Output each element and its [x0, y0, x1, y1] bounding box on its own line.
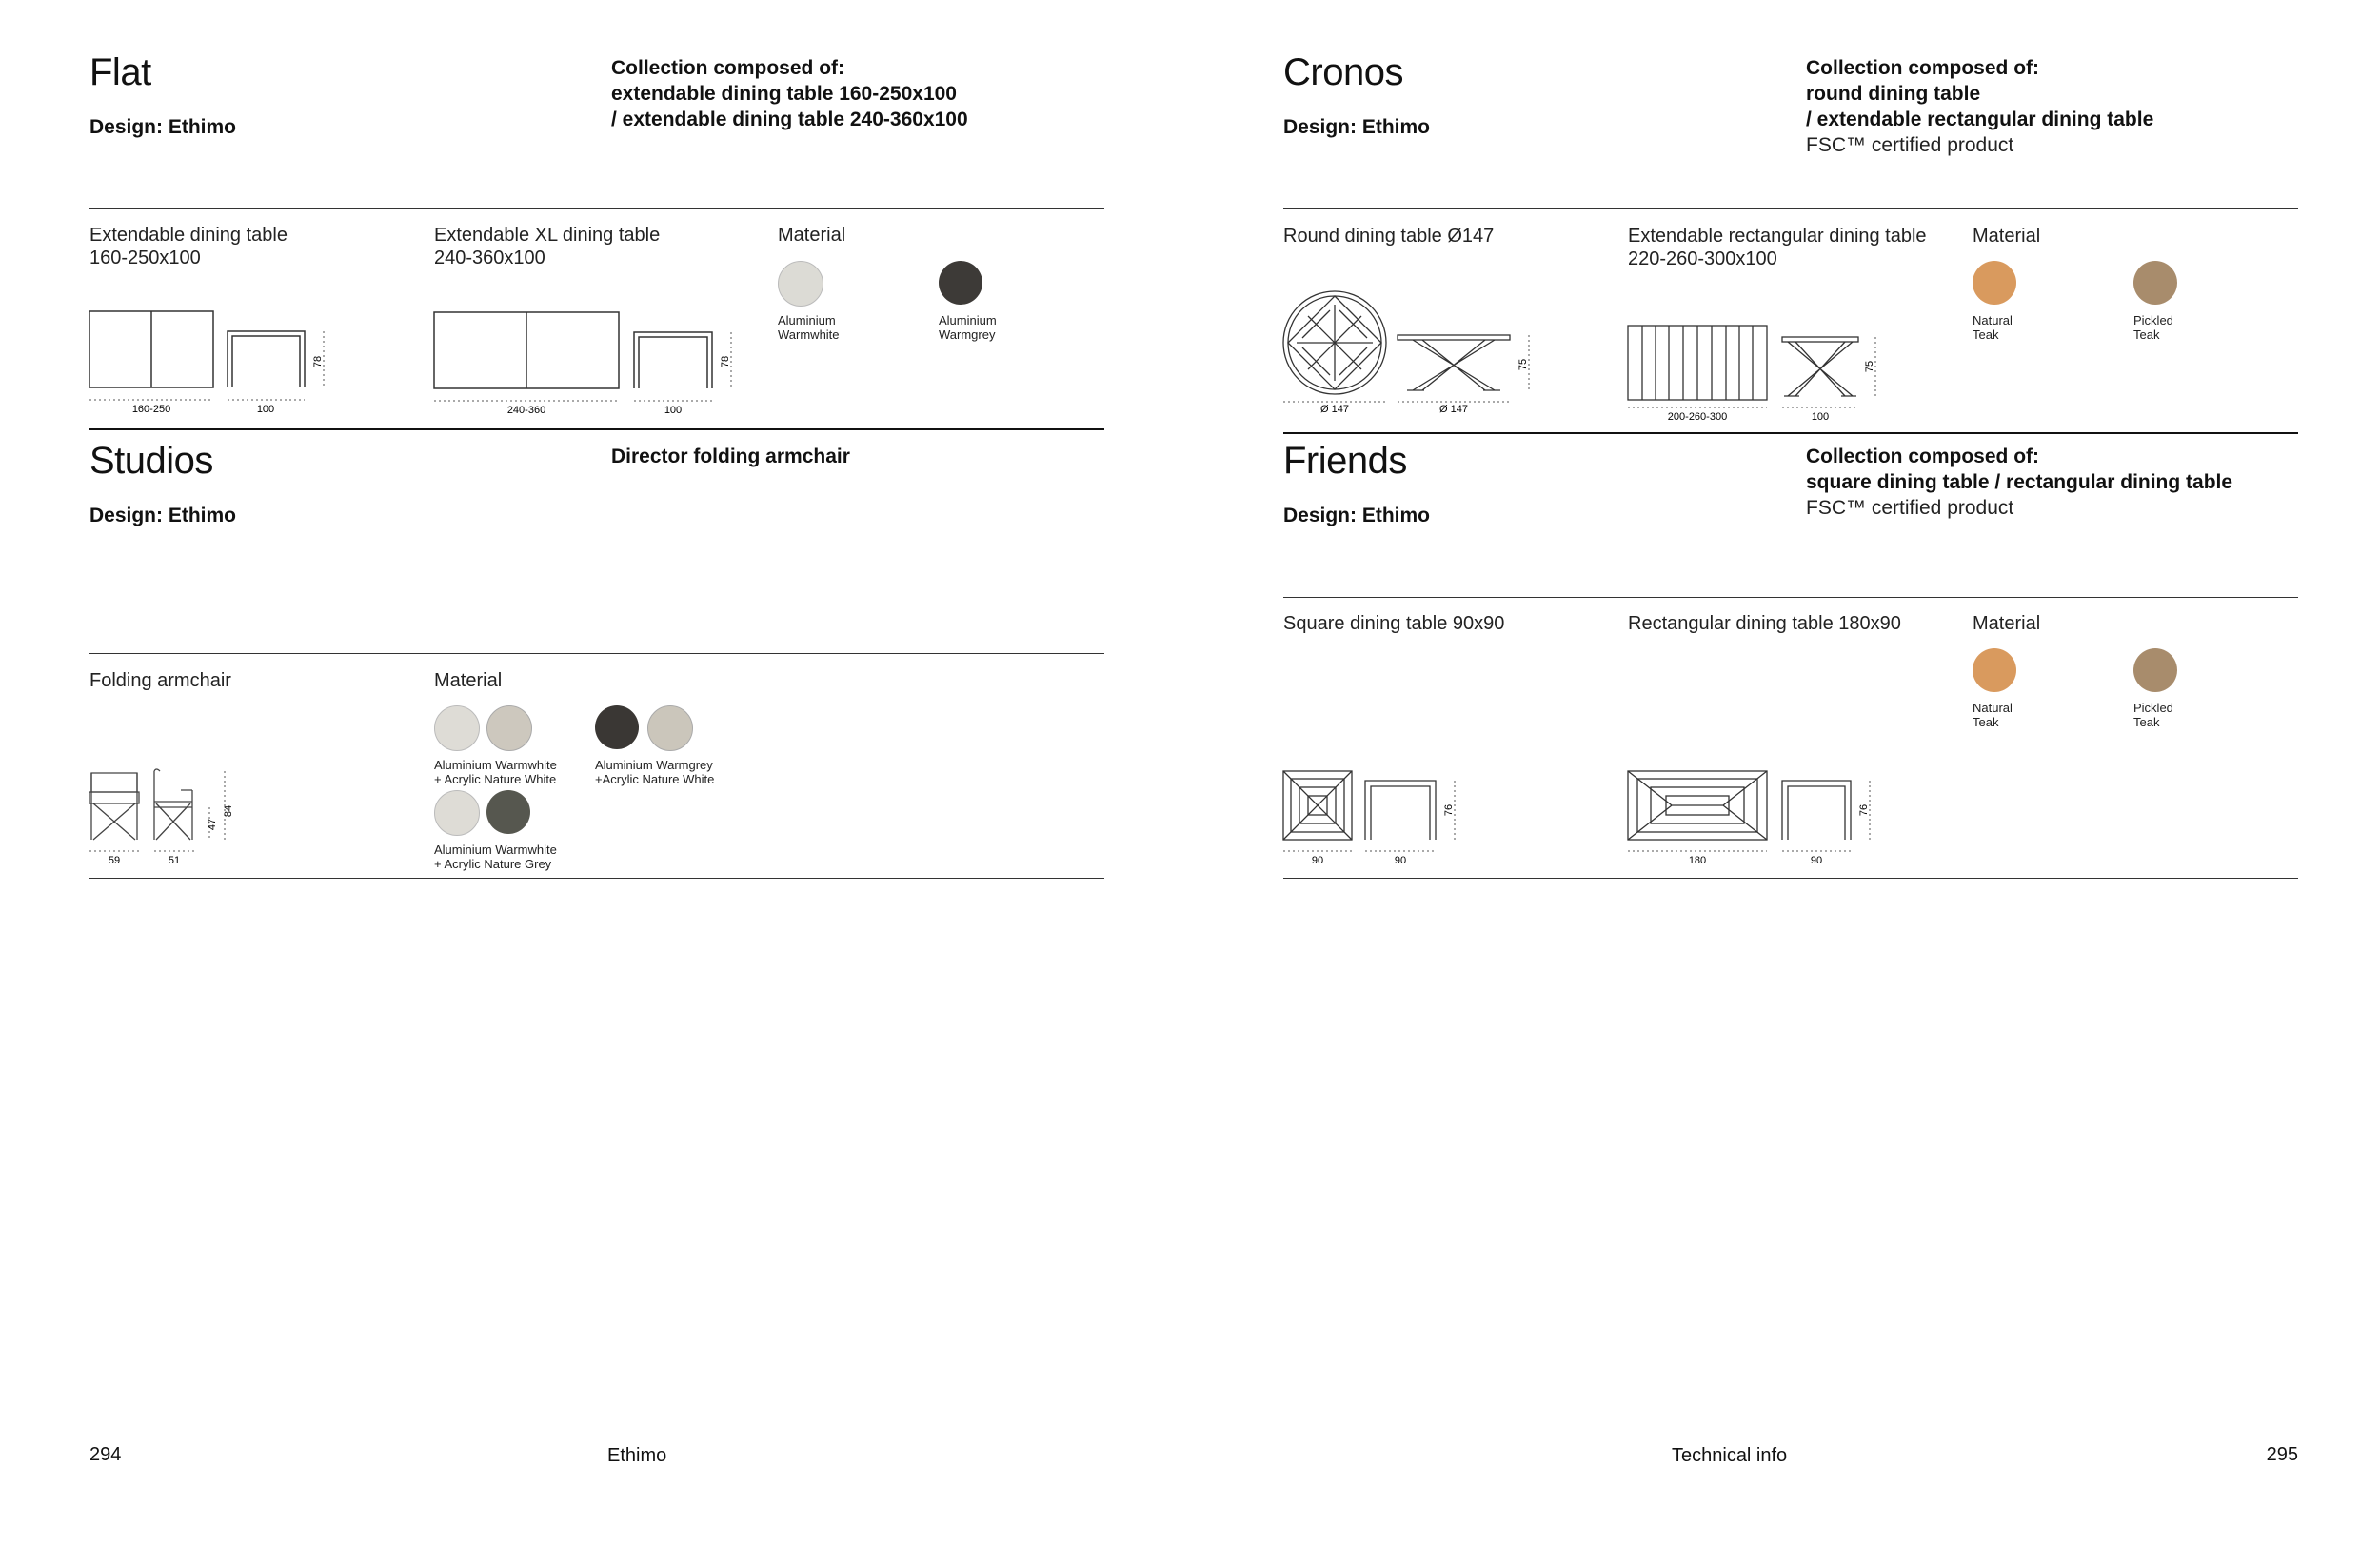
studios-swatch-label: Aluminium Warmgrey +Acrylic Nature White — [595, 758, 715, 786]
flat-product-2 — [434, 224, 660, 269]
footer-brand: Ethimo — [607, 1445, 667, 1466]
friends-product-1: Square dining table 90x90 — [1283, 613, 1505, 634]
friends-swatch-label: Natural Teak — [1973, 701, 2013, 729]
dim-height: 75 — [1864, 360, 1875, 373]
flat-swatch-label: Aluminium Warmwhite — [778, 313, 840, 342]
divider — [1283, 597, 2298, 598]
studios-swatch-fabric — [486, 705, 532, 751]
product-name: Extendable dining table — [89, 225, 288, 246]
cronos-material-label: Material — [1973, 226, 2041, 247]
section-divider — [1283, 432, 2298, 434]
cronos-title: Cronos — [1283, 51, 1403, 93]
collection-heading: Collection composed of: — [1806, 446, 2040, 467]
friends-material-label: Material — [1973, 613, 2041, 634]
studios-swatch-frame — [595, 705, 639, 749]
divider — [1283, 208, 2298, 209]
cronos-product-1 — [1283, 225, 1494, 248]
dim-depth: 51 — [168, 855, 181, 866]
studios-swatch-label: Aluminium Warmwhite + Acrylic Nature White — [434, 758, 557, 786]
divider — [89, 208, 1104, 209]
dim-diameter: Ø 147 — [1320, 404, 1349, 415]
divider — [89, 878, 1104, 879]
cronos-rect-table-drawing — [1624, 314, 1881, 424]
dim-height: 75 — [1517, 358, 1529, 371]
collection-item: / extendable rectangular dining table — [1806, 109, 2154, 130]
studios-chair-drawing — [86, 762, 248, 866]
flat-swatch-warmwhite — [778, 261, 823, 307]
collection-heading: Collection composed of: — [1806, 57, 2040, 79]
fsc-note: FSC™ certified product — [1806, 497, 2014, 519]
friends-swatch-pickled-teak — [2133, 648, 2177, 692]
footer-section: Technical info — [1672, 1445, 1788, 1466]
dim-width: 90 — [1810, 855, 1823, 866]
flat-title: Flat — [89, 51, 151, 93]
cronos-product-2 — [1628, 225, 1927, 270]
dim-height: 78 — [312, 355, 324, 368]
fsc-note: FSC™ certified product — [1806, 134, 2014, 156]
dim-length: 160-250 — [131, 404, 171, 415]
divider — [89, 653, 1104, 654]
product-size: 220-260-300x100 — [1628, 248, 1777, 269]
studios-product-name: Folding armchair — [89, 670, 231, 691]
flat-swatch-label: Aluminium Warmgrey — [939, 313, 997, 342]
dim-seat-height: 47 — [207, 818, 218, 831]
collection-heading: Collection composed of: — [611, 57, 845, 79]
dim-length: 180 — [1688, 855, 1707, 866]
studios-collection — [611, 444, 850, 469]
studios-title: Studios — [89, 440, 213, 482]
collection-item: Director folding armchair — [611, 446, 850, 467]
flat-material-label: Material — [778, 225, 846, 246]
flat-xl-table-drawing — [430, 305, 744, 419]
cronos-round-table-drawing — [1279, 286, 1537, 419]
flat-designer: Design: Ethimo — [89, 116, 237, 138]
friends-title: Friends — [1283, 440, 1407, 482]
cronos-designer: Design: Ethimo — [1283, 116, 1431, 138]
product-name: Extendable XL dining table — [434, 225, 661, 246]
studios-designer: Design: Ethimo — [89, 505, 237, 526]
studios-swatch-label: Aluminium Warmwhite + Acrylic Nature Grey — [434, 843, 557, 871]
product-name: Round dining table Ø147 — [1283, 226, 1495, 247]
cronos-swatch-natural-teak — [1973, 261, 2016, 305]
friends-square-table-drawing — [1279, 762, 1470, 866]
collection-item: / extendable dining table 240-360x100 — [611, 109, 968, 130]
product-name: Extendable rectangular dining table — [1628, 226, 1927, 247]
cronos-swatch-pickled-teak — [2133, 261, 2177, 305]
flat-collection — [611, 55, 968, 132]
friends-swatch-natural-teak — [1973, 648, 2016, 692]
product-size: 240-360x100 — [434, 248, 545, 268]
dim-width: 90 — [1394, 855, 1407, 866]
dim-width: 59 — [108, 855, 121, 866]
studios-swatch-frame — [434, 790, 480, 836]
dim-width: 100 — [256, 404, 275, 415]
dim-width: 100 — [664, 405, 683, 416]
dim-height: 76 — [1858, 803, 1870, 817]
page-number-right: 295 — [2266, 1444, 2298, 1465]
collection-item: square dining table / rectangular dining table — [1806, 471, 2233, 493]
dim-height: 84 — [223, 804, 234, 818]
friends-designer: Design: Ethimo — [1283, 505, 1431, 526]
flat-swatch-warmgrey — [939, 261, 982, 305]
dim-height: 76 — [1443, 803, 1455, 817]
cronos-swatch-label: Natural Teak — [1973, 313, 2013, 342]
flat-product-1 — [89, 224, 288, 269]
section-divider — [89, 428, 1104, 430]
collection-item: round dining table — [1806, 83, 1981, 105]
product-size: 160-250x100 — [89, 248, 201, 268]
studios-swatch-fabric — [647, 705, 693, 751]
dim-length: 200-260-300 — [1667, 411, 1728, 423]
collection-item: extendable dining table 160-250x100 — [611, 83, 957, 105]
dim-length: 240-360 — [506, 405, 546, 416]
dim-height: 78 — [720, 355, 731, 368]
divider — [1283, 878, 2298, 879]
friends-collection — [1806, 444, 2232, 521]
flat-table-drawing — [86, 305, 343, 419]
friends-product-2: Rectangular dining table 180x90 — [1628, 613, 1901, 634]
cronos-swatch-label: Pickled Teak — [2133, 313, 2173, 342]
dim-diameter: Ø 147 — [1439, 404, 1468, 415]
friends-swatch-label: Pickled Teak — [2133, 701, 2173, 729]
friends-rect-table-drawing — [1624, 762, 1881, 866]
cronos-collection — [1806, 55, 2153, 158]
dim-width: 100 — [1811, 411, 1830, 423]
studios-swatch-frame — [434, 705, 480, 751]
dim-length: 90 — [1311, 855, 1324, 866]
studios-swatch-fabric — [486, 790, 530, 834]
studios-material-label: Material — [434, 670, 503, 691]
page-number-left: 294 — [89, 1444, 122, 1465]
